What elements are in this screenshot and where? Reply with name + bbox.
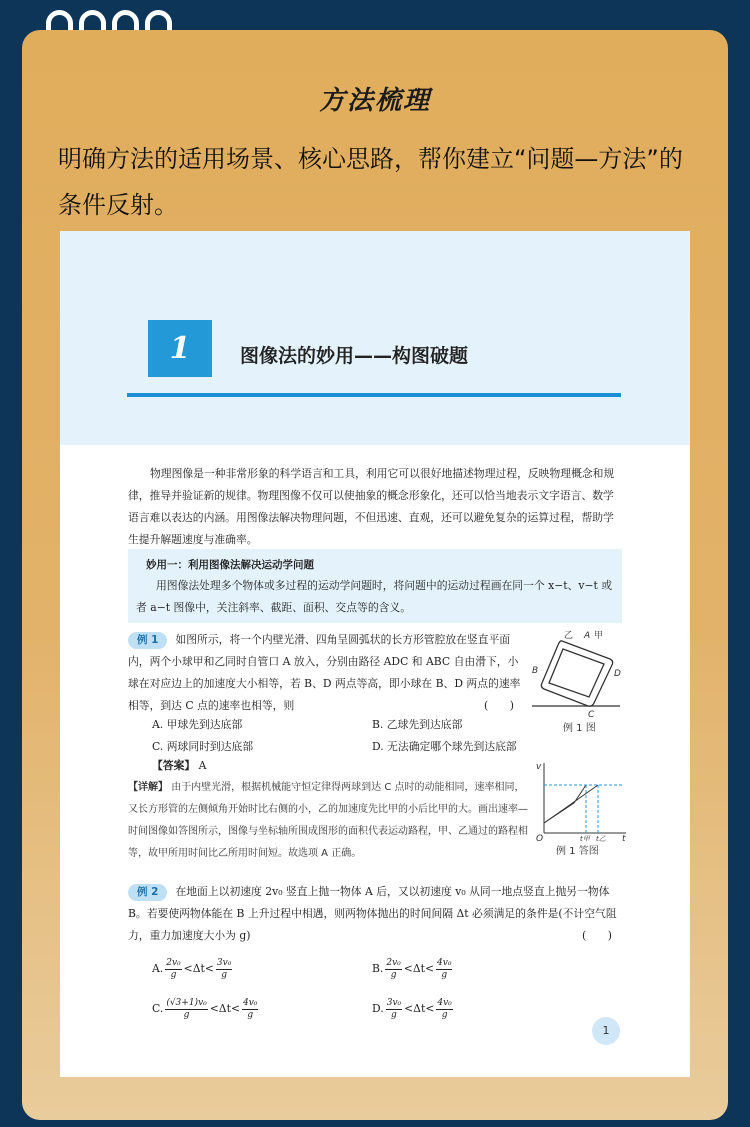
example-badge: 例 2	[128, 884, 167, 901]
chapter-title: 图像法的妙用——构图破题	[240, 345, 469, 367]
answer-figure-caption: 例 1 答图	[556, 846, 599, 857]
inequality: <Δt<	[209, 1002, 240, 1015]
chapter-header	[60, 231, 690, 445]
option-b	[372, 949, 572, 989]
denominator: g	[391, 1009, 397, 1020]
example-badge: 例 1	[128, 632, 167, 649]
fraction	[436, 998, 452, 1021]
numerator: 4v₀	[243, 997, 258, 1008]
detail-text: 由于内壁光滑，根据机械能守恒定律得两球到达 C 点时的动能相同，速率相同，又长方形管的左侧倾角开始时比右侧的小，乙的加速度先比甲的小后比甲的大。画出速率—时间图像如答图所示，图像与坐标轴所围成图形的面积代表运动路程，甲、乙通过的路程相等，故甲所用时间比乙所用时间短。故选项 A 正确。	[128, 782, 528, 859]
book-page	[60, 231, 690, 1077]
tip-heading: 妙用一：利用图像法解决运动学问题	[146, 559, 314, 571]
denominator: g	[441, 969, 448, 980]
fig-label-b: B	[532, 666, 539, 676]
page-number: 1	[592, 1017, 620, 1045]
fig-label-d: D	[614, 669, 621, 679]
option-prefix: A.	[152, 962, 164, 975]
denominator: g	[441, 1009, 448, 1020]
example-1-options	[152, 714, 572, 758]
fraction	[216, 958, 232, 981]
option-prefix: D.	[372, 1002, 384, 1015]
example-1-figure	[532, 629, 622, 719]
fig-label-a: A	[584, 631, 591, 641]
example-1	[128, 629, 528, 717]
option-a: A. 甲球先到达底部	[152, 718, 243, 731]
inequality: <Δt<	[403, 962, 435, 975]
answer-paren: ( )	[582, 929, 613, 942]
option-prefix: C.	[152, 1002, 164, 1015]
option-c: C. 两球同时到达底部	[152, 740, 254, 753]
tick-t2: t乙	[596, 835, 606, 843]
denominator: g	[390, 969, 397, 980]
detail-tag: 【详解】	[128, 782, 168, 793]
fig-label-jia: 甲	[594, 631, 604, 641]
answer-value: A	[198, 759, 207, 772]
numerator: 4v₀	[437, 957, 452, 968]
tip-body: 用图像法处理多个物体或多过程的运动学问题时，将问题中的运动过程画在同一个 x−t、v−t 或者 a−t 图像中，关注斜率、截距、面积、交点等的含义。	[136, 579, 613, 614]
option-a	[152, 949, 372, 989]
answer-tag: 【答案】	[152, 759, 196, 772]
section-title: 方法梳理	[318, 86, 431, 116]
denominator: g	[221, 969, 227, 980]
fraction	[436, 958, 452, 981]
numerator: 4v₀	[437, 997, 452, 1008]
answer-paren: ( )	[484, 699, 515, 712]
option-d: D. 无法确定哪个球先到达底部	[372, 740, 517, 753]
inequality: <Δt<	[183, 962, 214, 975]
chapter-rule	[127, 393, 621, 397]
numerator: 2v₀	[386, 957, 401, 968]
fraction	[385, 958, 401, 981]
inequality: <Δt<	[404, 1002, 435, 1015]
fraction	[242, 998, 258, 1021]
example-1-text: 如图所示，将一个内壁光滑、四角呈圆弧状的长方形管腔放在竖直平面内，两个小球甲和乙同时自管口 A 放入，分别由路径 ADC 和 ABC 自由滑下，小球在对应边上的加速度大小相等，若 B、D 两点等高，即小球在 B、D 两点的速率相等，到达 C 点的速率也相等，则	[128, 633, 521, 712]
answer-line	[152, 755, 206, 777]
example-2-text: 在地面上以初速度 2v₀ 竖直上抛一物体 A 后，又以初速度 v₀ 从同一地点竖直上抛另一物体 B。若要使两物体能在 B 上升过程中相遇，则两物体抛出的时间间隔 Δt 必须满足的条件是(不计空气阻力，重力加速度大小为 g)	[128, 885, 617, 942]
intro-paragraph: 物理图像是一种非常形象的科学语言和工具，利用它可以很好地描述物理过程，反映物理概念和规律，推导并验证新的规律。物理图像不仅可以使抽象的概念形象化，还可以恰当地表示文字语言、数学语言难以表达的内涵。用图像法解决物理问题，不但迅速、直观，还可以避免复杂的运算过程，帮助学生提升解题速度与准确率。	[128, 467, 615, 546]
option-b: B. 乙球先到达底部	[372, 718, 463, 731]
axis-v-label: v	[536, 762, 542, 772]
option-c	[152, 989, 372, 1029]
numerator: 3v₀	[216, 957, 232, 968]
denominator: g	[170, 969, 177, 980]
denominator: g	[183, 1009, 190, 1020]
fraction	[165, 998, 207, 1021]
fraction	[386, 998, 402, 1021]
numerator: 3v₀	[386, 997, 402, 1008]
fig-label-yi: 乙	[564, 631, 574, 641]
figure-caption: 例 1 图	[563, 723, 596, 734]
numerator: 2v₀	[166, 957, 181, 968]
numerator: (√3+1)v₀	[166, 997, 207, 1008]
axis-t-label: t	[622, 834, 626, 843]
denominator: g	[247, 1009, 254, 1020]
origin-label: O	[536, 834, 544, 843]
chapter-number: 1	[148, 320, 212, 377]
tick-t1: t甲	[580, 835, 590, 843]
option-d	[372, 989, 572, 1029]
example-2-options	[152, 949, 572, 1029]
detail-explanation	[128, 777, 530, 865]
answer-figure-vt	[534, 759, 630, 843]
option-prefix: B.	[372, 962, 384, 975]
fig-label-c: C	[588, 710, 595, 719]
tip-box	[128, 549, 622, 623]
example-2	[128, 881, 622, 947]
intro-text: 明确方法的适用场景、核心思路，帮你建立“问题—方法”的条件反射。	[58, 145, 683, 219]
fraction	[165, 958, 181, 981]
